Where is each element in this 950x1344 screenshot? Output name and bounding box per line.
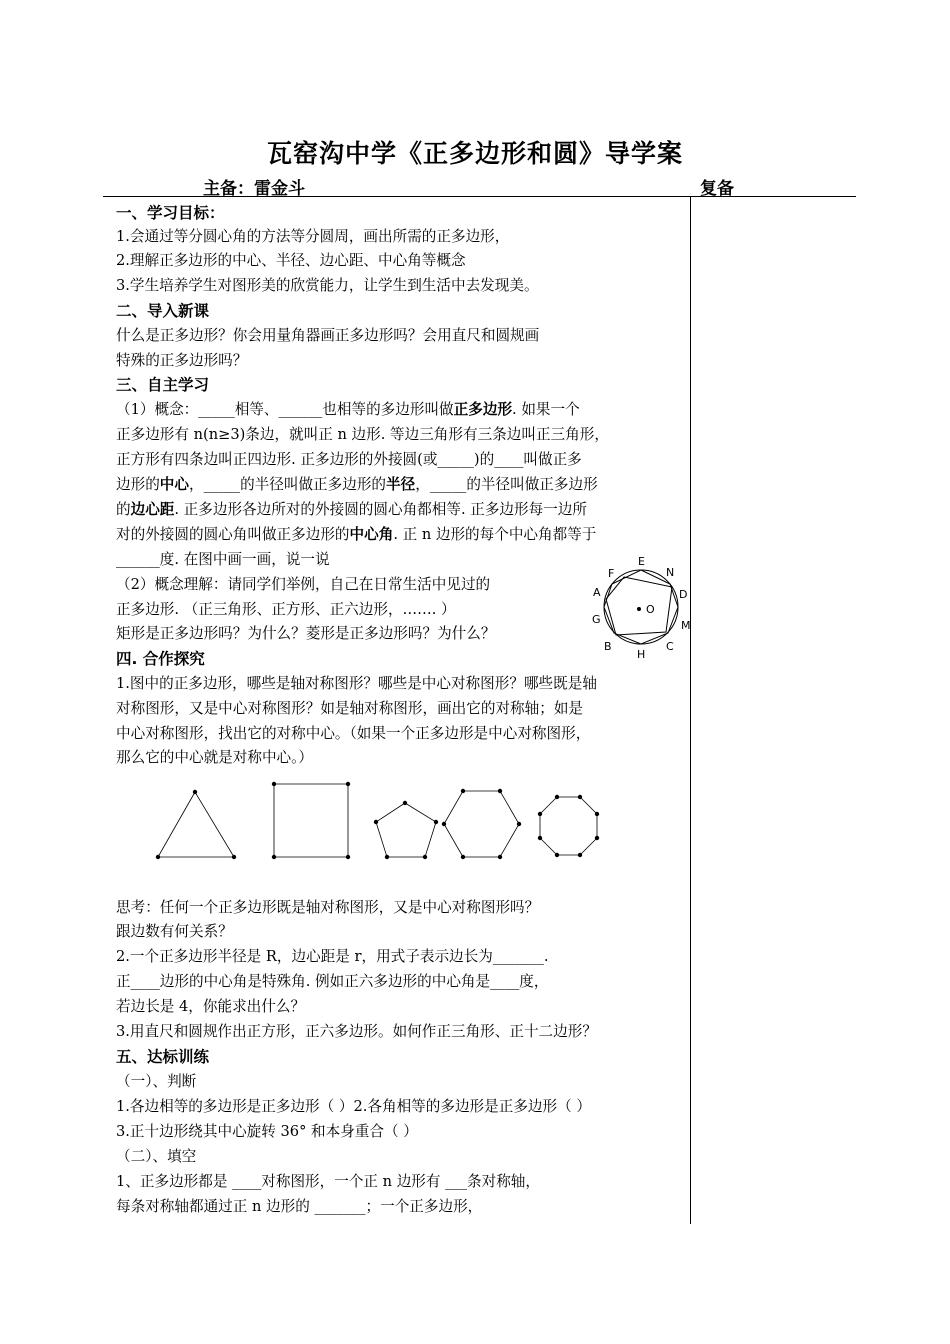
label-B: B [604, 640, 612, 653]
label-M: M [681, 619, 691, 632]
pentagon-shape [376, 803, 436, 857]
author-label: 主备：雷金斗 [203, 179, 305, 199]
s3-p2: 正多边形有 n(n≥3)条边，就叫正 n 边形. 等边三角形有三条边叫正三角形， [116, 426, 609, 443]
s1-line3: 3.学生培养学生对图形美的欣赏能力，让学生到生活中去发现美。 [116, 277, 539, 294]
s5-judge1: 1.各边相等的多边形是正多边形（ ）2.各角相等的多边形是正多边形（ ） [116, 1098, 591, 1115]
s3-p7: ______度. 在图中画一画，说一说 [116, 551, 330, 568]
label-F: F [608, 567, 615, 580]
octagon-shape [540, 797, 597, 855]
s5-sub2: （二）、填空 [116, 1148, 197, 1165]
s1-line2: 2.理解正多边形的中心、半径、边心距、中心角等概念 [116, 252, 466, 269]
s3-q1: （2）概念理解：请同学们举例，自己在日常生活中见过的 [116, 576, 491, 593]
page-title: 瓦窑沟中学《正多边形和圆》导学案 [266, 139, 683, 168]
section4-heading: 四. 合作探究 [116, 650, 205, 668]
s3-p4: 边形的中心，_____的半径叫做正多边形的半径，_____的半径叫做正多边形 [116, 476, 598, 493]
s4-q2c: 若边长是 4，你能求出什么？ [116, 998, 306, 1015]
square-shape [274, 784, 348, 857]
s4-line3: 中心对称图形，找出它的对称中心。（如果一个正多边形是中心对称图形， [116, 725, 591, 742]
label-A: A [593, 586, 601, 599]
s1-line1: 1.会通过等分圆心角的方法等分圆周，画出所需的正多边形， [116, 228, 510, 245]
polygon-circle-figure [586, 553, 696, 661]
s5-sub1: （一）、判断 [116, 1073, 197, 1090]
s3-q3: 矩形是正多边形吗？为什么？菱形是正多边形吗？为什么？ [116, 625, 496, 642]
s3-q2: 正多边形. （正三角形、正方形、正六边形，……. ） [116, 601, 456, 618]
s4-think2: 跟边数有何关系？ [116, 923, 233, 940]
label-N: N [666, 566, 675, 579]
s3-p5: 的边心距. 正多边形各边所对的外接圆的圆心角都相等. 正多边形每一边所 [116, 501, 587, 518]
s5-judge2: 3.正十边形绕其中心旋转 36° 和本身重合（ ） [116, 1123, 418, 1140]
label-H: H [637, 648, 646, 661]
s4-q3: 3.用直尺和圆规作出正方形，正六多边形。如何作正三角形、正十二边形？ [116, 1023, 597, 1040]
label-G: G [592, 613, 601, 626]
s5-fill2: 每条对称轴都通过正 n 边形的 _______；一个正多边形， [116, 1198, 483, 1215]
label-D: D [679, 588, 688, 601]
center-point [637, 607, 641, 611]
s4-q2a: 2.一个正多边形半径是 R，边心距是 r，用式子表示边长为_______. [116, 948, 549, 965]
s4-line1: 1.图中的正多边形，哪些是轴对称图形？哪些是中心对称图形？哪些既是轴 [116, 675, 597, 692]
s3-p6: 对的外接圆的圆心角叫做正多边形的中心角. 正 n 边形的每个中心角都等于 [116, 526, 597, 543]
header-rule [103, 196, 856, 197]
section3-heading: 三、自主学习 [116, 376, 210, 394]
hexagon-shape [444, 791, 519, 857]
review-label: 复备 [700, 179, 734, 199]
s4-q2b: 正____边形的中心角是特殊角. 例如正六多边形的中心角是____度， [116, 973, 549, 990]
s2-line2: 特殊的正多边形吗？ [116, 352, 248, 369]
s5-fill1: 1、正多边形都是 ____对称图形，一个正 n 边形有 ___条对称轴， [116, 1173, 540, 1190]
label-C: C [666, 640, 674, 653]
section2-heading: 二、导入新课 [116, 302, 210, 320]
pentagon [606, 577, 672, 635]
s4-line2: 对称图形，又是中心对称图形？如是轴对称图形，画出它的对称轴；如是 [116, 700, 584, 717]
regular-polygons-figure [150, 780, 610, 864]
s3-p1: （1）概念：_____相等、______也相等的多边形叫做正多边形. 如果一个 [116, 401, 580, 418]
label-E: E [638, 555, 645, 568]
section5-heading: 五、达标训练 [116, 1048, 210, 1066]
column-divider [690, 197, 691, 1224]
s3-p3: 正方形有四条边叫正四边形. 正多边形的外接圆(或_____)的____叫做正多 [116, 451, 582, 468]
s4-think1: 思考：任何一个正多边形既是轴对称图形，又是中心对称图形吗？ [116, 899, 540, 916]
triangle-shape [158, 792, 234, 857]
s4-line4: 那么它的中心就是对称中心。） [116, 749, 314, 766]
section1-heading: 一、学习目标： [116, 204, 225, 222]
s2-line1: 什么是正多边形？你会用量角器画正多边形吗？会用直尺和圆规画 [116, 327, 540, 344]
label-O: O [646, 603, 655, 616]
